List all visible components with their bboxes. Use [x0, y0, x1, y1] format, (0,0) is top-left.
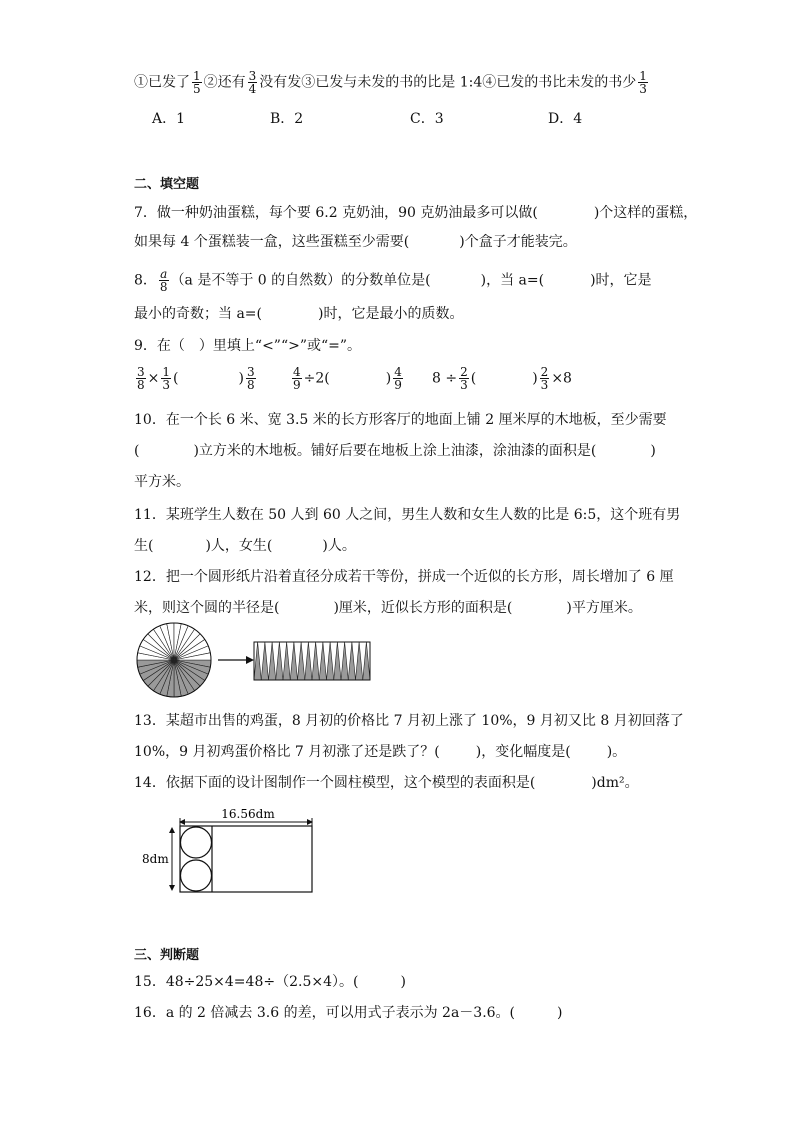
q8-line1: 8． $\frac{a}{8}$ （a 是不等于 0 的自然数）的分数单位是( )，当 a=( )时，它是: [134, 267, 652, 294]
width-label: 16.56dm: [221, 807, 275, 821]
strip-sector: [356, 642, 363, 680]
q13-line1: 13．某超市出售的鸡蛋，8 月初的价格比 7 月初上涨了 10%，9 月初又比 8 月初回落了: [134, 713, 684, 729]
net-rectangle: [180, 826, 312, 892]
strip-sector: [305, 642, 312, 680]
strip-sector: [348, 642, 355, 680]
q10-line1: 10．在一个长 6 米、宽 3.5 米的长方形客厅的地面上铺 2 厘米厚的木地板，至少需要: [134, 412, 667, 428]
strip-sector: [254, 642, 261, 680]
q16: 16．a 的 2 倍减去 3.6 的差，可以用式子表示为 2a－3.6。( ): [134, 1005, 563, 1021]
strip-sector: [327, 642, 334, 680]
q9-expression-2: $\frac{4}{9}$ ÷2( ) $\frac{4}{9}$: [293, 365, 402, 392]
q10-line2: ( )立方米的木地板。铺好后要在地板上涂上油漆，涂油漆的面积是( ): [134, 443, 656, 459]
q13-line2: 10%，9 月初鸡蛋价格比 7 月初涨了还是跌了？( )，变化幅度是( )。: [134, 744, 627, 760]
option-a[interactable]: A．1: [152, 111, 186, 127]
cylinder-net-figure: [140, 800, 330, 900]
strip-sector: [312, 642, 319, 680]
strip-sector: [276, 642, 283, 680]
q9-instruction: 9．在（ ）里填上“<”“>”或“=”。: [134, 338, 362, 354]
approximate-rectangle: [254, 642, 370, 680]
strip-sector: [298, 642, 305, 680]
circle-to-rectangle-figure: [134, 622, 384, 702]
q12-line2: 米，则这个圆的半径是( )厘米，近似长方形的面积是( )平方厘米。: [134, 600, 642, 616]
option-c[interactable]: C．3: [410, 111, 444, 127]
q12-line1: 12．把一个圆形纸片沿着直径分成若干等份，拼成一个近似的长方形，周长增加了 6 厘: [134, 569, 674, 585]
q9-expression-3: 8 ÷ $\frac{2}{3}$ ( ) $\frac{2}{3}$ ×8: [432, 365, 572, 392]
section-heading-judgement: 三、判断题: [134, 948, 200, 963]
q9-expression-1: $\frac{3}{8}$ × $\frac{1}{3}$ ( ) $\frac{3}{8}$: [137, 365, 255, 392]
strip-sector: [283, 642, 290, 680]
arrow-icon: [218, 656, 254, 664]
strip-sector: [363, 642, 370, 680]
q11-line2: 生( )人，女生( )人。: [134, 538, 356, 554]
q11-line1: 11．某班学生人数在 50 人到 60 人之间，男生人数和女生人数的比是 6:5，这个班有男: [134, 507, 681, 523]
base-circle-top: [181, 827, 212, 858]
q7-line2: 如果每 4 个蛋糕装一盒，这些蛋糕至少需要( )个盒子才能装完。: [134, 234, 577, 250]
q6-statements: ①已发了 $\frac{1}{5}$ ②还有 $\frac{3}{4}$ 没有发③已发与未发的书的比是 1:4④已发的书比未发的书少 $\frac{1}{3}$: [134, 69, 647, 96]
strip-sector: [290, 642, 297, 680]
fraction-1-5: $\frac{1}{5}$: [193, 69, 201, 96]
fraction-a-8: $\frac{a}{8}$: [159, 267, 168, 294]
q7-line1: 7．做一种奶油蛋糕，每个要 6.2 克奶油，90 克奶油最多可以做( )个这样的蛋糕，: [134, 205, 698, 221]
q15: 15．48÷25×4=48÷（2.5×4）。( ): [134, 974, 406, 990]
q14-line1: 14．依据下面的设计图制作一个圆柱模型，这个模型的表面积是( )dm²。: [134, 775, 639, 791]
option-b[interactable]: B．2: [270, 111, 304, 127]
strip-sector: [334, 642, 341, 680]
strip-sector: [269, 642, 276, 680]
section-heading-fill-blank: 二、填空题: [134, 177, 200, 192]
height-label: 8dm: [142, 852, 169, 866]
strip-sector: [319, 642, 326, 680]
fraction-3-4: $\frac{3}{4}$: [248, 69, 257, 96]
base-circle-bottom: [181, 860, 212, 891]
q10-line3: 平方米。: [134, 474, 190, 490]
strip-sector: [341, 642, 348, 680]
fraction-1-3: $\frac{1}{3}$: [639, 69, 647, 96]
option-d[interactable]: D．4: [548, 111, 583, 127]
divided-circle: [137, 623, 211, 697]
q8-line2: 最小的奇数；当 a=( )时，它是最小的质数。: [134, 306, 464, 322]
strip-sector: [261, 642, 268, 680]
